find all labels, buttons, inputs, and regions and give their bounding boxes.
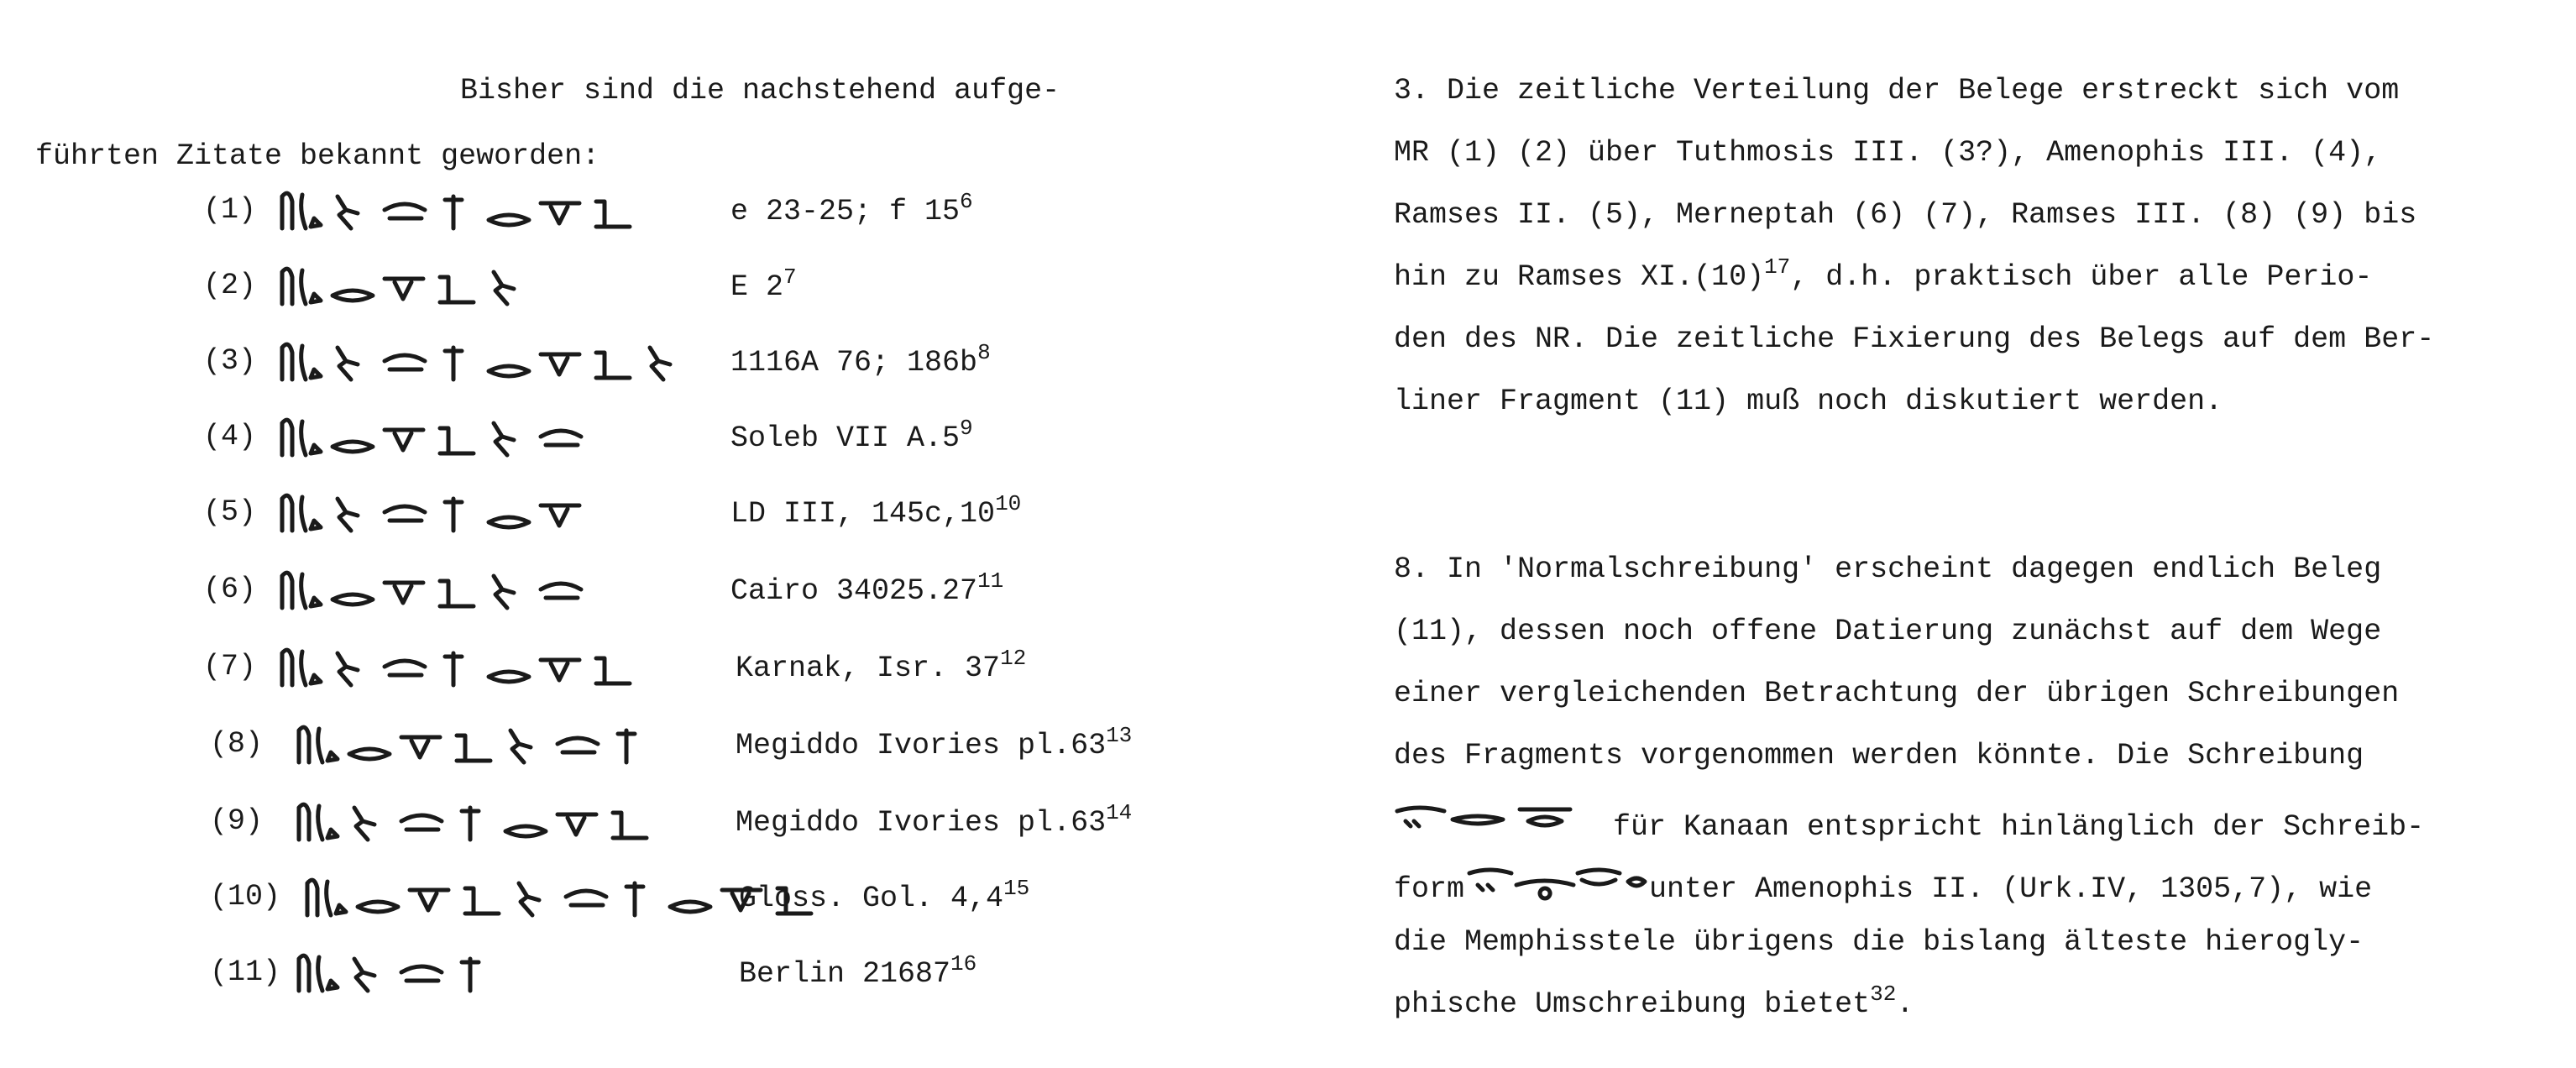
footnote-marker: 17 [1764,254,1791,280]
citation-number: (6) [203,573,257,606]
footnote-marker: 10 [995,491,1022,516]
kanaan-hieroglyph-icon [1394,801,1587,852]
citation-reference: E $2^7$ [730,264,797,304]
para8-line: phische Umschreibung bietet$^{32}$. [1394,982,1914,1021]
footnote-marker: 9 [960,416,973,441]
citation-row [203,260,1295,319]
citation-number: (8) [210,727,264,761]
citation-reference: Soleb VII $A.5^9$ [730,416,973,455]
intro-line-2: führten Zitate bekannt geworden: [35,139,600,173]
para3-line: 3. Die zeitliche Verteilung der Belege erstreckt sich vom [1394,74,2400,107]
citation-number: (10) [210,880,281,914]
citation-number: (4) [203,420,257,453]
hieroglyph-writing-icon [277,487,588,546]
citation-row [203,411,1295,470]
citation-number: (11) [210,955,281,989]
footnote-marker: 15 [1003,876,1030,901]
citation-row [203,564,1295,623]
hieroglyph-writing-icon [294,719,657,777]
footnote-marker: 32 [1870,982,1897,1007]
intro-line-1: Bisher sind die nachstehend aufge- [460,74,1060,107]
right-page [1394,0,2552,1068]
footnote-marker: 11 [977,568,1004,594]
citation-reference: 1116A 76; $186b^8$ [730,340,991,380]
citation-row [203,185,1295,243]
citation-number: (9) [210,804,264,838]
para8-line: die Memphisstele übrigens die bislang älteste hierogly- [1394,925,2364,959]
hieroglyph-writing-icon [277,641,640,700]
citation-row [210,947,1301,1006]
hieroglyph-writing-icon [277,564,588,623]
citation-reference: LD III, $145c,10^{10}$ [730,491,1022,531]
para8-line: form unter Amenophis II. (Urk.IV, 1305,7), wie [1394,863,2372,914]
para8-line: (11), dessen noch offene Datierung zunächst auf dem Wege [1394,615,2382,648]
footnote-marker: 7 [783,264,797,290]
citation-number: (5) [203,495,257,529]
footnote-marker: 16 [950,951,977,976]
citation-reference: Megiddo Ivories $pl.63^{13}$ [736,723,1133,762]
para3-line: Ramses II. (5), Merneptah (6) (7), Ramses III. (8) (9) bis [1394,198,2417,232]
citation-reference: Berlin 21687$^{16}$ [739,951,977,991]
citation-number: (2) [203,269,257,302]
citation-number: (7) [203,650,257,683]
citation-row [203,641,1295,700]
footnote-marker: 13 [1106,723,1133,748]
hieroglyph-writing-icon [277,336,692,395]
para8-line: einer vergleichenden Betrachtung der übrigen Schreibungen [1394,677,2400,710]
kanaan-variant-hieroglyph-icon [1464,863,1649,914]
hieroglyph-writing-icon [277,260,536,319]
para3-line: hin zu Ramses $XI.(10)^{17}$, d.h. praktisch über alle Perio- [1394,254,2373,294]
para8-line: des Fragments vorgenommen werden könnte. Die Schreibung [1394,739,2364,772]
citation-row [203,336,1295,395]
hieroglyph-writing-icon [277,185,640,243]
citation-row [203,487,1295,546]
citation-reference: e 23-25; f $15^6$ [730,189,973,228]
footnote-marker: 12 [1000,646,1027,671]
citation-reference: Gloss. Gol. $4,4^{15}$ [739,876,1030,915]
hieroglyph-writing-icon [294,796,657,855]
citation-number: (1) [203,193,257,227]
para3-line: MR (1) (2) über Tuthmosis III. (3?), Amenophis III. (4), [1394,136,2382,170]
citation-reference: Karnak, Isr. $37^{12}$ [736,646,1027,685]
footnote-marker: 14 [1106,800,1133,825]
hieroglyph-writing-icon [277,411,588,470]
footnote-marker: 8 [977,340,991,365]
citation-reference: Megiddo Ivories $pl.63^{14}$ [736,800,1133,840]
hieroglyph-writing-icon [294,947,500,1006]
citation-row [210,796,1301,855]
para3-line: liner Fragment (11) muß noch diskutiert werden. [1394,385,2223,418]
citation-number: (3) [203,344,257,378]
citation-row [210,719,1301,777]
para3-line: den des NR. Die zeitliche Fixierung des Belegs auf dem Ber- [1394,322,2435,356]
citation-reference: Cairo 34025.27$^{11}$ [730,568,1004,608]
footnote-marker: 6 [960,189,973,214]
para8-line: für Kanaan entspricht hinlänglich der Schreib- [1394,801,2424,852]
citation-row [210,872,1301,930]
left-page [0,0,1259,1068]
para8-line: 8. In 'Normalschreibung' erscheint dagegen endlich Beleg [1394,552,2382,586]
